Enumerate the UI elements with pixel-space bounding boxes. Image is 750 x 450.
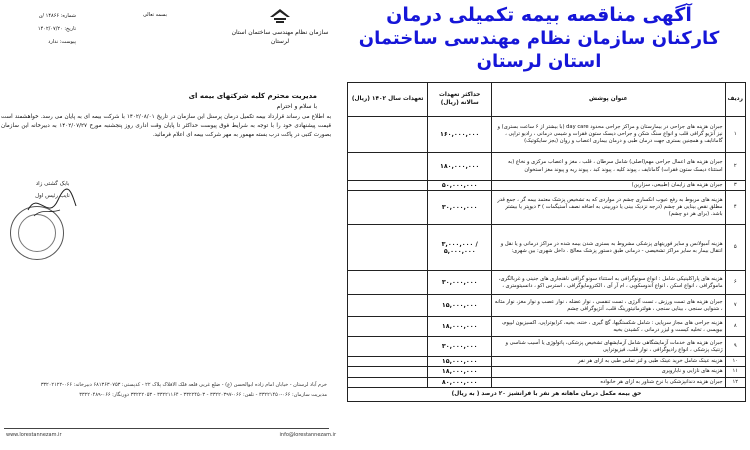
row-idx: ۱۰	[725, 357, 745, 367]
row-idx: ۲	[725, 153, 745, 181]
signer-name: بابک گشتی زاد	[35, 181, 70, 187]
ad-title	[330, 4, 748, 73]
table-row	[348, 367, 746, 377]
row-commit	[348, 377, 428, 387]
row-title: هزینه های مربوط به رفع عیوب انکساری چشم در مواردی که به تشخیص پزشک معتمد بیمه گر ، جمع قدر مطلق نقص بینایی هر چشم (درجه نزدیک بینی یا دوربینی به اضافه نصف آستیگمات ) ۳ دیوپتر یا بیشتر باشد. (برای هر دو چشم)	[492, 191, 726, 225]
letter-body: به اطلاع می رساند قرارداد بیمه تکمیل درمان پرسنل این سازمان در تاریخ ۱۴۰۲/۰۸/۰۱ با شرکت بیمه ای به پایان می رسد. خواهشمند است قیمت پیشنهادی خود را با توجه به شرایط فوق پیوست حداکثر تا پایان وقت اداری روز پنجشنبه مورخ ۱۴۰۲/۰۷/۲۷ به دبیرخانه این سازمان بصورت کتبی در پاکت درب بسته مهمور به مهر شرکت بیمه ای اعلام فرمائید.	[1, 114, 332, 139]
row-max: ۱۸,۰۰۰,۰۰۰	[428, 317, 492, 337]
table-row	[348, 117, 746, 153]
row-title: جبران هزینه های زایمان (طبیعی، سزارین)	[492, 181, 726, 191]
letter-date: تاریخ: ۱۴۰۲/۰۷/۲۰	[37, 26, 76, 32]
letter-meta	[6, 10, 76, 49]
row-max: ۳۰,۰۰۰,۰۰۰	[428, 191, 492, 225]
row-commit	[348, 225, 428, 271]
row-commit	[348, 191, 428, 225]
coverage-table	[347, 82, 746, 402]
total-label: حق بیمه مکمل درمان ماهانه هر نفر با فرانشیز ۲۰ درصد ( به ریال)	[348, 387, 746, 401]
row-title: جبران هزینه های خدمات آزمایشگاهی شامل آزمایشهای تشخیص پزشکی، پاتولوژی یا آسیب شناسی و ژنتیک پزشکی ، انواع رادیوگرافی ، نوار قلب، فیزیوتراپی	[492, 337, 726, 357]
footer-website[interactable]: www.lorestannezam.ir	[6, 432, 62, 438]
row-commit	[348, 117, 428, 153]
row-idx: ۳	[725, 181, 745, 191]
row-max: ۱۵,۰۰۰,۰۰۰	[428, 295, 492, 317]
row-idx: ۵	[725, 225, 745, 271]
row-title: جبران هزینه های تست ورزش ، تست آلرژی ، تست تنفسی ، نوار عضله ، نوار عصب و نوار مغز، نوار مثانه ، شنوایی سنجی ، بینایی سنجی ، هولترمانیتورینگ قلب، آنژیوگرافی چشم	[492, 295, 726, 317]
footer-email[interactable]: info@lorestannezam.ir	[279, 432, 336, 438]
row-commit	[348, 367, 428, 377]
letter-attachment: پیوست: ندارد	[48, 39, 76, 45]
row-idx: ۷	[725, 295, 745, 317]
ad-title-line2: کارکنان سازمان نظام مهندسی ساختمان استان لرستان	[358, 28, 720, 72]
footer-address: خرم آباد لرستان - خیابان امام زاده ابوالحسن (ع) - ضلع غربی قلعه فلک الافلاک پلاک ۲۲ - کدپستی: ۶۸۱۳۶۳۰۷۵۳ دبیرخانه: ۰۶۶-۳۳۲۰۲۱۲۲	[40, 382, 327, 388]
row-max: ۸۰,۰۰۰,۰۰۰	[428, 377, 492, 387]
row-title: جبران هزینه دندانپزشکی با نرخ شناور به ازای هر خانواده	[492, 377, 726, 387]
row-max: ۳,۰۰۰,۰۰۰ / ۵,۰۰۰,۰۰۰	[428, 225, 492, 271]
ad-title-line1: آگهی مناقصه بیمه تکمیلی درمان	[386, 4, 692, 26]
table-row	[348, 271, 746, 295]
row-title: جبران هزینه های اعمال جراحی مهم(اصلی) شامل سرطان ، قلب ، مغز و اعصاب مرکزی و نخاع (به استثناء دیسک ستون فقرات) گامانایف ، پیوند کلیه ، پیوند کبد ، پیوند ریه و پیوند مغز استخوان	[492, 153, 726, 181]
row-commit	[348, 153, 428, 181]
organization-logo-icon	[269, 8, 291, 26]
letter-addressee: مدیریت محترم کلیه شرکتهای بیمه ای	[188, 92, 317, 100]
table-total-row	[348, 387, 746, 401]
table-header-row	[348, 83, 746, 117]
letter-number: شماره: ۱۴۸۶۶ /ن	[38, 13, 76, 19]
signer-title: نایب رئیس اول	[35, 193, 70, 199]
table-row	[348, 225, 746, 271]
row-max: ۱۶۰,۰۰۰,۰۰۰	[428, 117, 492, 153]
table-row	[348, 337, 746, 357]
row-max: ۳۰,۰۰۰,۰۰۰	[428, 271, 492, 295]
row-max: ۳۰,۰۰۰,۰۰۰	[428, 337, 492, 357]
table-body	[348, 117, 746, 388]
row-title: هزینه های پاراکلینیکی شامل : انواع سونوگرافی به استثناء سونو گرافی ناهنجاری های جنینی و غربالگری، ماموگرافی ، انواع اسکن ، انواع آندوسکوپی ، ام آر آی ، الکترومایوگرافی ، استرس اکو ، دانسیتومتری ،	[492, 271, 726, 295]
letterhead	[225, 8, 335, 46]
row-commit	[348, 317, 428, 337]
footer-links	[6, 432, 336, 438]
row-max: ۵۰,۰۰۰,۰۰۰	[428, 181, 492, 191]
table-row	[348, 357, 746, 367]
footer-phones: مدیریت سازمان: ۰۶۶-۳۳۲۲۱۴۵۰ - تلفن: ۰۶۶-۳۳۲۲۰۳۹۷ - ۳۳۲۲۴۵۰۳ - ۳۳۲۲۱۱۶۴ - ۳۳۲۲۲۰۵۳ دورنگار: ۰۶۶-۳۳۲۲۰۴۸۹	[79, 392, 327, 398]
table-row	[348, 295, 746, 317]
row-idx: ۹	[725, 337, 745, 357]
header-idx: ردیف	[725, 83, 745, 117]
row-idx: ۶	[725, 271, 745, 295]
row-max: ۱۸,۰۰۰,۰۰۰	[428, 367, 492, 377]
footer-divider	[4, 428, 329, 429]
bismillah: بسمه تعالی	[142, 12, 168, 18]
row-idx: ۸	[725, 317, 745, 337]
row-commit	[348, 271, 428, 295]
row-idx: ۱۲	[725, 377, 745, 387]
row-idx: ۱۱	[725, 367, 745, 377]
table-row	[348, 191, 746, 225]
letter-greeting: با سلام و احترام	[276, 103, 317, 110]
row-idx: ۴	[725, 191, 745, 225]
header-max: حداکثر تعهدات سالانه (ریال)	[428, 83, 492, 117]
table-row	[348, 181, 746, 191]
handwritten-signature-icon	[20, 170, 80, 230]
row-idx: ۱	[725, 117, 745, 153]
row-commit	[348, 357, 428, 367]
row-title: جبران هزینه های جراحی در بیمارستان و مراکز جراحی محدود day care (با بیشتر از ۶ ساعت بستری) و نیز آنژیو گرافی قلب و انواع سنگ شکن و جراحی دیسک ستون فقرات و شیمی درمانی ، رادیو تراپی ، گامانایف و همچنین بستری جهت درمان طبی و درمان بیماری اعصاب و روان (بجز سایکوتیک)	[492, 117, 726, 153]
table-row	[348, 317, 746, 337]
letter-footer	[2, 380, 327, 400]
header-commit: تعهدات سال ۱۴۰۲ (ریال)	[348, 83, 428, 117]
row-title: هزینه جراحی های مجاز سرپایی : شامل شکستگیها، گچ گیری ، ختنه، بخیه، کرایوتراپی، اکسیزیون لیپوم، بیوپسی ، تخلیه کیست و لیزر درمانی ، کشیدن بخیه	[492, 317, 726, 337]
organization-name: سازمان نظام مهندسی ساختمان استان لرستان	[231, 29, 329, 45]
row-max: ۱۵,۰۰۰,۰۰۰	[428, 357, 492, 367]
header-title: عنوان پوشش	[492, 83, 726, 117]
row-max: ۱۸۰,۰۰۰,۰۰۰	[428, 153, 492, 181]
table-row	[348, 153, 746, 181]
row-title: هزینه های نازایی و نابارویری	[492, 367, 726, 377]
row-commit	[348, 181, 428, 191]
row-title: هزینه عینک شامل خرید عینک طبی و لنز تماس طبی به ازای هر نفر	[492, 357, 726, 367]
table-row	[348, 377, 746, 387]
row-commit	[348, 295, 428, 317]
official-letter	[0, 0, 335, 450]
row-title: هزینه آمبولانس و سایر فوریتهای پزشکی مشروط به بستری شدن بیمه شده در مراکز درمانی و یا نقل و انتقال بیمار به سایر مراکز تشخیصی - درمانی طبق دستور پزشک معالج . داخل شهری: بین شهری:	[492, 225, 726, 271]
row-commit	[348, 337, 428, 357]
